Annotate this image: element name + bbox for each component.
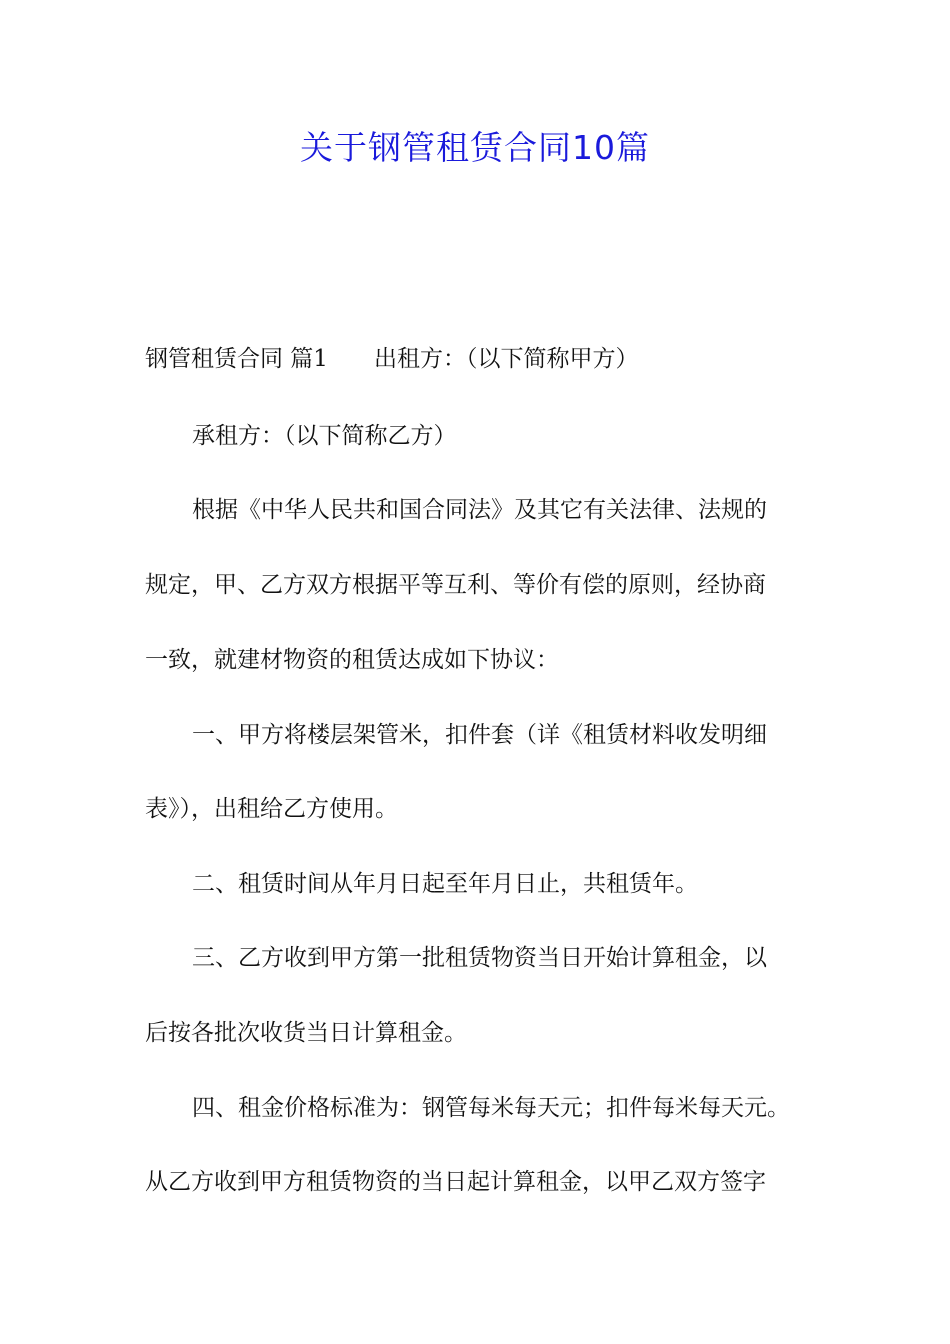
text-line-4: 规定，甲、乙方双方根据平等互利、等价有偿的原则，经协商 bbox=[145, 572, 766, 598]
contract-section-heading: 钢管租赁合同 篇1 bbox=[145, 346, 328, 372]
text-line-5: 一致，就建材物资的租赁达成如下协议： bbox=[145, 647, 559, 673]
document-title: 关于钢管租赁合同10篇 bbox=[300, 128, 650, 167]
text-line-10: 后按各批次收货当日计算租金。 bbox=[145, 1020, 467, 1046]
text-line-9: 三、乙方收到甲方第一批租赁物资当日开始计算租金，以 bbox=[192, 945, 767, 971]
text-line-3: 根据《中华人民共和国合同法》及其它有关法律、法规的 bbox=[192, 497, 767, 523]
text-line-1 bbox=[145, 344, 825, 374]
text-line-7: 表》），出租给乙方使用。 bbox=[145, 796, 398, 822]
text-line-2: 承租方：（以下简称乙方） bbox=[192, 423, 457, 449]
text-line-12: 从乙方收到甲方租赁物资的当日起计算租金，以甲乙双方签字 bbox=[145, 1169, 766, 1195]
text-line-6: 一、甲方将楼层架管米，扣件套（详《租赁材料收发明细 bbox=[192, 722, 767, 748]
lessor-label: 出租方：（以下简称甲方） bbox=[373, 346, 639, 372]
text-line-8: 二、租赁时间从年月日起至年月日止，共租赁年。 bbox=[192, 871, 698, 897]
text-line-11: 四、租金价格标准为：钢管每米每天元；扣件每米每天元。 bbox=[192, 1095, 790, 1121]
